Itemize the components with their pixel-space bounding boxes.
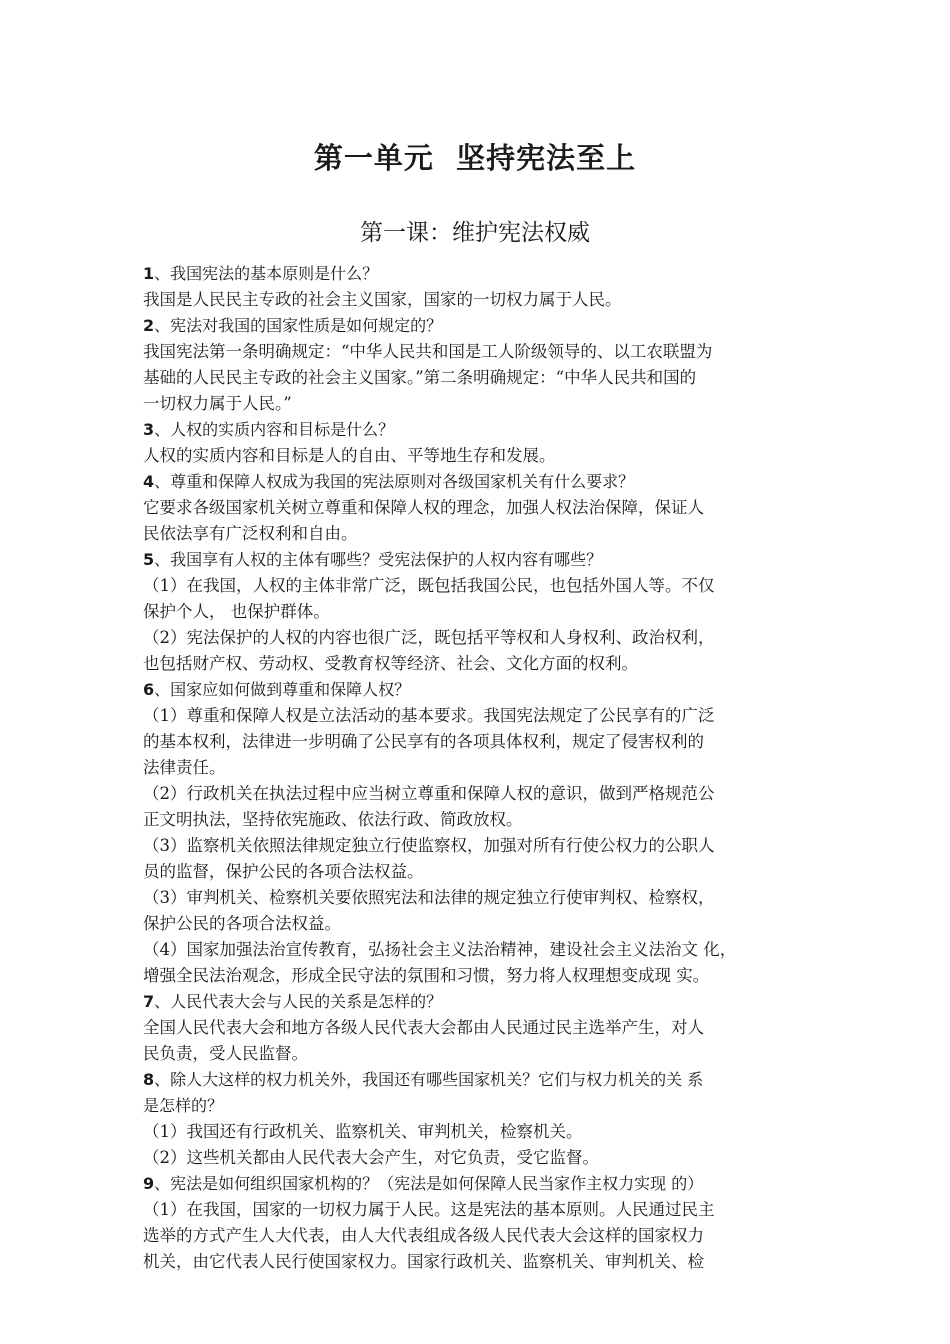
answer-line: （4）国家加强法治宣传教育，弘扬社会主义法治精神，建设社会主义法治文 化， bbox=[143, 940, 737, 959]
lesson-title: 第一课：维护宪法权威 bbox=[360, 220, 590, 246]
answer-line: 它要求各级国家机关树立尊重和保障人权的理念，加强人权法治保障，保证人 bbox=[143, 498, 704, 517]
question-line bbox=[143, 677, 833, 703]
question-text: 、人民代表大会与人民的关系是怎样的？ bbox=[154, 992, 443, 1011]
answer-line: 的基本权利，法律进一步明确了公民享有的各项具体权利，规定了侵害权利的 bbox=[143, 732, 704, 751]
answer-line: 我国是人民民主专政的社会主义国家，国家的一切权力属于人民。 bbox=[143, 290, 622, 309]
answer-line: 保护个人， 也保护群体。 bbox=[143, 602, 330, 621]
answer-line: （1）尊重和保障人权是立法活动的基本要求。我国宪法规定了公民享有的广泛 bbox=[143, 706, 715, 725]
answer-line: 民负责，受人民监督。 bbox=[143, 1044, 308, 1063]
question-number: 7 bbox=[143, 992, 155, 1011]
question-text: 、国家应如何做到尊重和保障人权？ bbox=[154, 680, 411, 699]
answer-line: 全国人民代表大会和地方各级人民代表大会都由人民通过民主选举产生，对人 bbox=[143, 1018, 704, 1037]
question-number: 2 bbox=[143, 316, 155, 335]
question-line bbox=[143, 547, 833, 573]
question-number: 8 bbox=[143, 1070, 155, 1089]
answer-line: （2）这些机关都由人民代表大会产生，对它负责，受它监督。 bbox=[143, 1148, 599, 1167]
question-number: 6 bbox=[143, 680, 155, 699]
question-text: 、宪法对我国的国家性质是如何规定的？ bbox=[154, 316, 443, 335]
answer-line: 机关，由它代表人民行使国家权力。国家行政机关、监察机关、审判机关、检 bbox=[143, 1252, 704, 1271]
answer-line: 法律责任。 bbox=[143, 758, 226, 777]
answer-line: 民依法享有广泛权利和自由。 bbox=[143, 524, 358, 543]
answer-line: 选举的方式产生人大代表，由人大代表组成各级人民代表大会这样的国家权力 bbox=[143, 1226, 704, 1245]
answer-line: （2）行政机关在执法过程中应当树立尊重和保障人权的意识，做到严格规范公 bbox=[143, 784, 715, 803]
question-line bbox=[143, 1093, 833, 1119]
answer-line: 也包括财产权、劳动权、受教育权等经济、社会、文化方面的权利。 bbox=[143, 654, 638, 673]
question-text: 、除人大这样的权力机关外，我国还有哪些国家机关？它们与权力机关的关 系 bbox=[154, 1070, 704, 1089]
question-line bbox=[143, 313, 833, 339]
question-line bbox=[143, 261, 833, 287]
document-body bbox=[143, 261, 833, 1275]
answer-line: 保护公民的各项合法权益。 bbox=[143, 914, 341, 933]
question-number: 5 bbox=[143, 550, 155, 569]
answer-line: （2）宪法保护的人权的内容也很广泛，既包括平等权和人身权利、政治权利， bbox=[143, 628, 715, 647]
unit-title: 第一单元 坚持宪法至上 bbox=[313, 141, 637, 175]
question-line bbox=[143, 989, 833, 1015]
question-number: 1 bbox=[143, 264, 155, 283]
question-text: 、宪法是如何组织国家机构的？（宪法是如何保障人民当家作主权力实现 的） bbox=[154, 1174, 704, 1193]
answer-line: （1）我国还有行政机关、监察机关、审判机关，检察机关。 bbox=[143, 1122, 583, 1141]
question-number: 3 bbox=[143, 420, 155, 439]
answer-line: （3）审判机关、检察机关要依照宪法和法律的规定独立行使审判权、检察权， bbox=[143, 888, 715, 907]
question-line bbox=[143, 1067, 833, 1093]
question-number: 9 bbox=[143, 1174, 155, 1193]
answer-line: （1）在我国，人权的主体非常广泛，既包括我国公民，也包括外国人等。不仅 bbox=[143, 576, 715, 595]
answer-line: 基础的人民民主专政的社会主义国家。”第二条明确规定：“中华人民共和国的 bbox=[143, 368, 697, 387]
answer-line: （3）监察机关依照法律规定独立行使监察权，加强对所有行使公权力的公职人 bbox=[143, 836, 715, 855]
question-line bbox=[143, 1171, 833, 1197]
question-line bbox=[143, 417, 833, 443]
question-text: 、尊重和保障人权成为我国的宪法原则对各级国家机关有什么要求？ bbox=[154, 472, 635, 491]
question-text: 、我国宪法的基本原则是什么？ bbox=[154, 264, 379, 283]
answer-line: 员的监督，保护公民的各项合法权益。 bbox=[143, 862, 424, 881]
answer-line: （1）在我国，国家的一切权力属于人民。这是宪法的基本原则。人民通过民主 bbox=[143, 1200, 715, 1219]
question-text: 、人权的实质内容和目标是什么？ bbox=[154, 420, 395, 439]
answer-line: 正文明执法，坚持依宪施政、依法行政、简政放权。 bbox=[143, 810, 523, 829]
question-line bbox=[143, 469, 833, 495]
answer-line: 人权的实质内容和目标是人的自由、平等地生存和发展。 bbox=[143, 446, 556, 465]
answer-line: 我国宪法第一条明确规定：“中华人民共和国是工人阶级领导的、以工农联盟为 bbox=[143, 342, 713, 361]
question-text: 是怎样的？ bbox=[143, 1096, 224, 1115]
answer-line: 增强全民法治观念，形成全民守法的氛围和习惯，努力将人权理想变成现 实。 bbox=[143, 966, 710, 985]
question-text: 、我国享有人权的主体有哪些？受宪法保护的人权内容有哪些？ bbox=[154, 550, 603, 569]
answer-line: 一切权力属于人民。” bbox=[143, 394, 292, 413]
question-number: 4 bbox=[143, 472, 155, 491]
